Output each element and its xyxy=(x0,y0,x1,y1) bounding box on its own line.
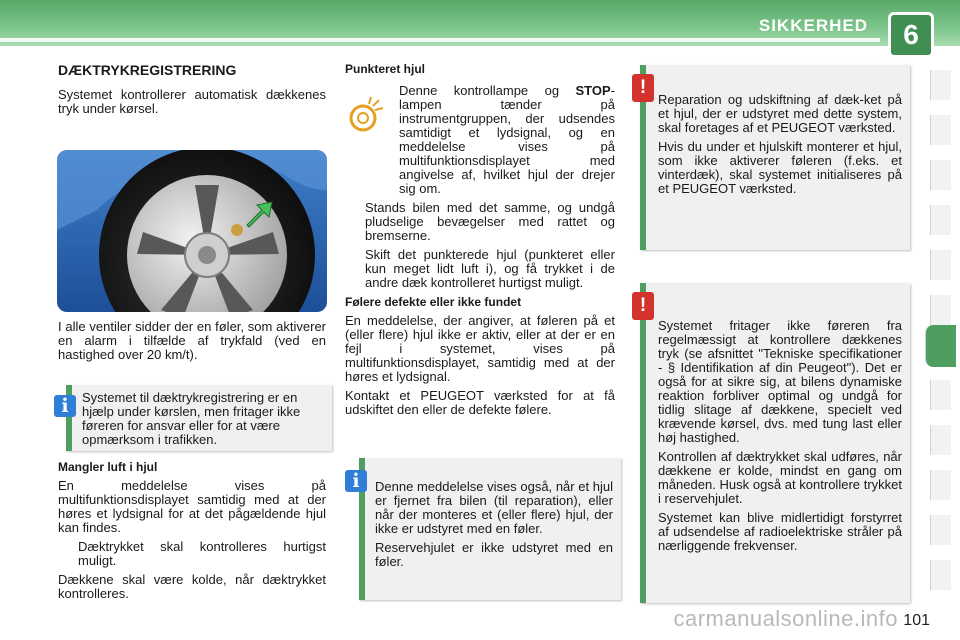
bullet-text: Stands bilen med det samme, og undgå pludselige bevægelser med rattet og bremserne. xyxy=(365,200,615,243)
column-middle xyxy=(345,62,615,422)
faulty-sensors-text: En meddelelse, der angiver, at føleren på et (eller flere) hjul ikke er aktiv, eller at der er en fejl i systemet, vises på multifunktionsdisplayet, samtidig med at der høres et lydsignal. xyxy=(345,313,615,384)
warning-lamp-text xyxy=(399,84,615,196)
list-item xyxy=(345,201,615,243)
sensor-text: I alle ventiler sidder der en føler, som aktiverer en alarm i tilfælde af trykfald (ved en hastighed over 20 km/t). xyxy=(58,319,326,362)
warning-icon: ! xyxy=(632,74,654,102)
warning-icon: ! xyxy=(632,292,654,320)
header-stripe xyxy=(0,38,880,42)
warning-text: Systemet fritager ikke føreren fra regelmæssigt at kontrollere dækkenes tryk (se afsnittet "Tekniske specifikationer - § Identifikation af din Peugeot"). Det er også for at sikre sig, at bilens dynamiske reaktion forbliver optimal og undgå for tidlig slitage af dækkene, specielt ved krævende kørsel, dvs. med tung last eller høj hastighed. xyxy=(658,318,902,445)
missing-air-heading: Mangler luft i hjul xyxy=(58,460,158,474)
warning-lamp-row xyxy=(345,84,615,201)
puncture-heading: Punkteret hjul xyxy=(345,62,426,76)
bullet-icon xyxy=(58,540,72,568)
watermark: carmanualsonline.info xyxy=(673,606,898,631)
info-box-content xyxy=(365,458,621,580)
faulty-sensors-heading: Følere defekte eller ikke fundet xyxy=(345,295,522,309)
bullet-text: Skift det punkterede hjul (punkteret eller kun meget lidt luft i), og få trykket i de andre dæk kontrolleret hurtigst muligt. xyxy=(365,247,615,290)
warning-box-content xyxy=(646,65,910,207)
warning-text: Reparation og udskiftning af dæk-ket på et hjul, der er udstyret med dette system, skal foretages af et PEUGEOT værksted. xyxy=(658,92,902,135)
list-item xyxy=(58,540,326,568)
intro-paragraph xyxy=(58,88,326,116)
chapter-tab[interactable] xyxy=(930,470,951,500)
chapter-tab[interactable] xyxy=(930,160,951,190)
missing-air-text: En meddelelse vises på multifunktionsdisplayet samtidig med at der høres et lydsignal for at det pågældende hjul kan findes. xyxy=(58,478,326,535)
info-icon: i xyxy=(54,395,76,417)
chapter-number-badge: 6 xyxy=(888,12,934,58)
info-box-text: Systemet til dæktrykregistrering er en hjælp under kørslen, men fritager ikke føreren for ansvar eller for at være opmærksom i trafikken. xyxy=(82,390,301,447)
lamp-text-end: -lampen tænder på instrumentgruppen, der udsendes samtidigt et lydsignal, og en meddelelse vises på multifunktionsdisplayet med angivelse af, hvilket hjul der drejer sig om. xyxy=(399,83,615,196)
wheel-illustration xyxy=(57,150,327,312)
chapter-tab[interactable] xyxy=(930,425,951,455)
warning-box-repair xyxy=(640,65,910,250)
faulty-sensors-contact: Kontakt et PEUGEOT værksted for at få udskiftet den eller de defekte følere. xyxy=(345,388,615,417)
cold-tyres-note: Dækkene skal være kolde, når dæktrykket kontrolleres. xyxy=(58,572,326,601)
chapter-tab[interactable] xyxy=(930,515,951,545)
chapter-tab[interactable] xyxy=(930,380,951,410)
chapter-tab[interactable] xyxy=(930,560,951,590)
chapter-tab[interactable] xyxy=(930,295,951,325)
chapter-title: SIKKERHED xyxy=(758,16,868,35)
stop-label: STOP xyxy=(575,83,611,98)
lamp-text-start: Denne kontrollampe og xyxy=(399,83,576,98)
info-box-text: Reservehjulet er ikke udstyret med en føler. xyxy=(375,540,613,569)
sensor-paragraph xyxy=(58,320,326,367)
warning-text: Systemet kan blive midlertidigt forstyrret af udsendelse af radioelektriske stråler på nærliggende frekvenser. xyxy=(658,510,902,553)
info-box-spare-wheel xyxy=(359,458,621,600)
warning-box-regular-checks xyxy=(640,283,910,603)
chapter-tab[interactable] xyxy=(930,250,951,280)
info-box-text: Denne meddelelse vises også, når et hjul er fjernet fra bilen (til reparation), eller når der monteres et (eller flere) hjul, der ikke er udstyret med en føler. xyxy=(375,479,613,536)
chapter-tab[interactable] xyxy=(930,205,951,235)
page-number: 101 xyxy=(903,612,930,629)
bullet-icon xyxy=(345,201,359,243)
warning-box-content xyxy=(646,283,910,564)
info-box-driver-responsibility xyxy=(66,385,332,451)
chapter-tab[interactable] xyxy=(930,115,951,145)
bullet-icon xyxy=(345,248,359,290)
list-item xyxy=(345,248,615,290)
bullet-text: Dæktrykket skal kontrolleres hurtigst muligt. xyxy=(78,539,326,568)
tyre-pressure-warning-icon xyxy=(345,84,389,201)
info-icon: i xyxy=(345,470,367,492)
chapter-tab[interactable] xyxy=(930,70,951,100)
warning-text: Hvis du under et hjulskift monterer et hjul, som ikke aktiverer føleren (f.eks. et vinterdæk), skal systemet initialiseres på et PEUGEOT værksted. xyxy=(658,139,902,196)
warning-text: Kontrollen af dæktrykket skal udføres, når dækkene er kolde, mindst en gang om måneden. Husk også at kontrollere trykket i reservehjulet. xyxy=(658,449,902,506)
column-left xyxy=(58,62,326,121)
intro-text: Systemet kontrollerer automatisk dækkenes tryk under kørsel. xyxy=(58,87,326,116)
chapter-tab-active[interactable] xyxy=(925,325,956,367)
missing-air-section xyxy=(58,460,326,606)
section-title: DÆKTRYKREGISTRERING xyxy=(58,62,237,78)
